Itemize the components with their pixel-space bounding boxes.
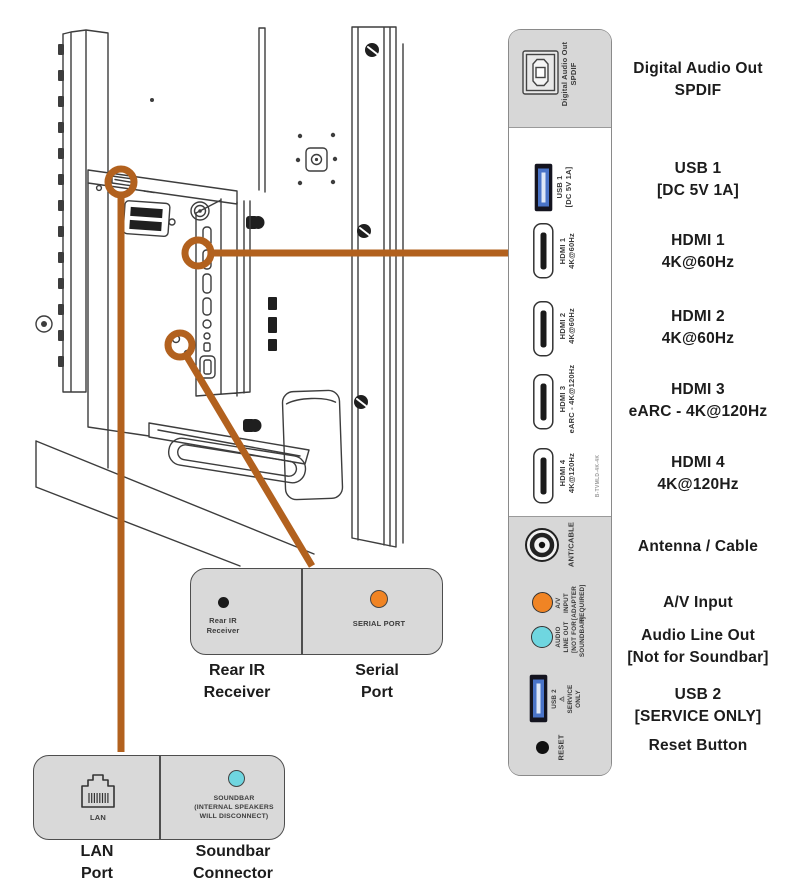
audio-line-out-jack-icon <box>531 626 553 648</box>
lan-mini-label: LAN <box>89 813 106 822</box>
warning-icon: ⚠ <box>559 696 566 702</box>
label-hdmi4: HDMI 4 4K@120Hz <box>657 454 739 493</box>
label-hdmi1: HDMI 1 4K@60Hz <box>661 232 735 271</box>
audio-line-out-port-label: AUDIO LINE OUT [NOT FOR SOUNDBAR] <box>555 616 586 658</box>
av-input-port-label: A/V INPUT [ADAPTER REQUIRED] <box>555 584 586 622</box>
hdmi3-port-label: HDMI 3 eARC - 4K@120Hz <box>558 364 576 434</box>
callout-circle-ir-serial <box>168 333 192 357</box>
caption-serial-port: Serial Port <box>355 662 399 701</box>
vesa-mount <box>296 133 337 185</box>
label-usb1: USB 1 [DC 5V 1A] <box>656 160 740 199</box>
callout-circle-lan <box>108 169 134 195</box>
usb2-port-label: USB 2 ⚠ SERVICE ONLY <box>551 654 583 744</box>
usb1-port-icon <box>534 163 553 212</box>
lan-rj45-icon <box>79 772 117 808</box>
spdif-port-label: Digital Audio Out SPDIF <box>560 41 578 107</box>
antenna-port-label: ANT/CABLE <box>566 521 576 568</box>
rear-ir-mini-label: Rear IR Receiver <box>206 616 240 635</box>
box-divider <box>159 756 161 839</box>
hdmi4-port-icon <box>533 448 554 504</box>
hdmi1-port-label: HDMI 1 4K@60Hz <box>558 233 576 269</box>
reset-button-icon <box>536 741 549 754</box>
rear-ir-receiver-icon <box>218 597 229 608</box>
label-av-input: A/V Input <box>663 594 733 611</box>
hdmi2-port-label: HDMI 2 4K@60Hz <box>558 308 576 344</box>
screws <box>354 43 379 409</box>
label-audio-line-out: Audio Line Out [Not for Soundbar] <box>627 627 769 666</box>
tv-back-drawing <box>36 27 403 566</box>
hdmi1-port-icon <box>533 223 554 279</box>
label-usb2: USB 2 [SERVICE ONLY] <box>634 686 762 725</box>
usb2-port-icon <box>529 674 548 723</box>
box-divider <box>301 569 303 654</box>
soundbar-connector-icon <box>228 770 245 787</box>
hinge-ticks <box>58 44 64 367</box>
label-hdmi3: HDMI 3 eARC - 4K@120Hz <box>628 381 768 420</box>
vent-slots <box>123 201 170 237</box>
spdif-optical-port-icon <box>522 50 560 96</box>
av-input-jack-icon <box>532 592 553 613</box>
reset-port-label: RESET <box>556 734 566 761</box>
hdmi2-port-icon <box>533 301 554 357</box>
label-reset-button: Reset Button <box>648 737 748 754</box>
label-antenna-cable: Antenna / Cable <box>637 538 759 555</box>
serial-port-icon <box>370 590 388 608</box>
hdmi4-port-label: HDMI 4 4K@120Hz <box>558 452 576 494</box>
ir-serial-callout-box <box>190 568 443 655</box>
serial-port-mini-label: SERIAL PORT <box>352 619 406 628</box>
soundbar-mini-label: SOUNDBAR (INTERNAL SPEAKERS WILL DISCONNECT) <box>194 795 274 820</box>
lan-soundbar-callout-box <box>33 755 285 840</box>
mount-pegs <box>243 216 265 432</box>
hdmi3-port-icon <box>533 374 554 430</box>
panel-side-code: B-TVMLD-4K-4K <box>595 454 601 498</box>
label-hdmi2: HDMI 2 4K@60Hz <box>661 308 735 347</box>
caption-soundbar-connector: Soundbar Connector <box>193 843 273 882</box>
usb1-port-label: USB 1 [DC 5V 1A] <box>555 166 573 208</box>
callout-circle-hdmi1 <box>185 240 211 266</box>
caption-rear-ir-receiver: Rear IR Receiver <box>203 662 271 701</box>
caption-lan-port: LAN Port <box>80 843 114 882</box>
callout-line-ir-serial <box>186 355 312 566</box>
label-digital-audio-out: Digital Audio Out SPDIF <box>633 60 763 99</box>
